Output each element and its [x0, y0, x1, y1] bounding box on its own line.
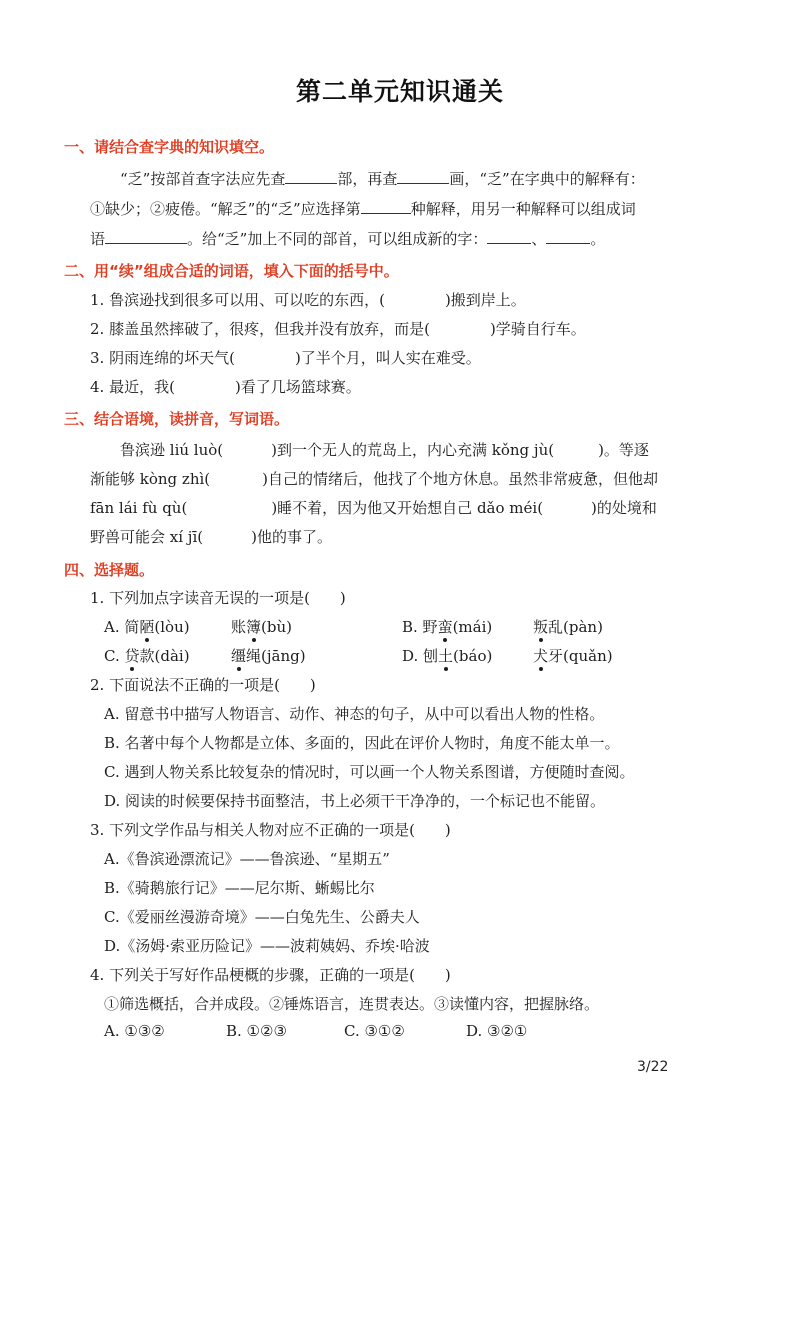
section-3-heading: 三、结合语境，读拼音，写词语。 [64, 410, 290, 428]
text: “乏”按部首查字法应先查 [120, 170, 286, 188]
s4-q1-option-a-2 [231, 616, 292, 637]
section-4-heading: 四、选择题。 [64, 561, 155, 579]
text: )到一个无人的荒岛上，内心充满 kǒng jù( [271, 441, 555, 459]
text: )学骑自行车。 [489, 320, 586, 338]
text: fān lái fù qù( [90, 499, 188, 517]
text: 账 [231, 618, 247, 636]
s4-q1-option-d-2 [533, 645, 613, 666]
text: 1. 鲁滨逊找到很多可以用、可以吃的东西，( [90, 291, 385, 309]
dotted-char: 犬 [533, 647, 549, 665]
text: 渐能够 kòng zhì( [90, 470, 211, 488]
s1-line-2 [90, 198, 636, 219]
fill-blank[interactable] [105, 229, 187, 244]
text: 种解释，用另一种解释可以组成词 [410, 200, 636, 218]
text: )睡不着，因为他又开始想自己 dǎo méi( [271, 499, 544, 517]
s3-line-1 [120, 439, 649, 460]
fill-blank[interactable] [397, 169, 449, 184]
s4-q4-option-c[interactable]: C. ③①② [344, 1022, 405, 1040]
s2-question-4 [90, 376, 361, 397]
text: 绳 [246, 647, 262, 665]
s4-q4-option-d[interactable]: D. ③②① [466, 1022, 528, 1040]
s1-line-3 [90, 228, 605, 249]
s4-q1-option-b[interactable] [402, 616, 492, 637]
s4-q2-stem: 2. 下面说法不正确的一项是( ) [90, 676, 316, 694]
s1-line-1 [120, 168, 645, 189]
s4-q4-stem: 4. 下列关于写好作品梗概的步骤，正确的一项是( ) [90, 966, 451, 984]
fill-blank[interactable] [546, 229, 590, 244]
text: )了半个月，叫人实在难受。 [294, 349, 481, 367]
text: 部，再查 [337, 170, 398, 188]
s3-line-3 [90, 497, 657, 518]
dotted-char: 叛 [533, 618, 549, 636]
fill-blank[interactable] [285, 169, 337, 184]
text: A. 简 [104, 618, 140, 636]
text: )的处境和 [591, 499, 657, 517]
text: )他的事了。 [251, 528, 332, 546]
text: 画，“乏”在字典中的解释有： [449, 170, 645, 188]
s4-q1-option-d[interactable] [402, 645, 492, 666]
dotted-char: 缰 [231, 647, 247, 665]
text: 。 [590, 230, 606, 248]
s4-q2-option-b[interactable]: B. 名著中每个人物都是立体、多面的，因此在评价人物时，角度不能太单一。 [104, 734, 620, 752]
text: 、 [531, 230, 547, 248]
text: )搬到岸上。 [444, 291, 526, 309]
text: C. [104, 647, 125, 665]
s2-question-2 [90, 318, 586, 339]
pinyin: (mái) [452, 618, 493, 636]
text: )。等逐 [598, 441, 649, 459]
text: B. 野 [402, 618, 438, 636]
text: 鲁滨逊 liú luò( [120, 441, 224, 459]
page-title: 第二单元知识通关 [295, 77, 504, 106]
text: )自己的情绪后，他找了个地方休息。虽然非常疲惫，但他却 [262, 470, 658, 488]
text: 牙 [548, 647, 564, 665]
pinyin: (báo) [453, 647, 493, 665]
s4-q4-option-b[interactable]: B. ①②③ [226, 1022, 287, 1040]
s2-question-1 [90, 289, 526, 310]
text: 3. 阴雨连绵的坏天气( [90, 349, 235, 367]
page-number: 3/22 [637, 1059, 669, 1075]
pinyin: (jāng) [261, 647, 306, 665]
dotted-char: 贷 [124, 647, 140, 665]
dotted-char: 蛮 [437, 618, 453, 636]
text: ①缺少；②疲倦。“解乏”的“乏”应选择第 [90, 200, 361, 218]
text: 乱 [548, 618, 564, 636]
s4-q1-option-a[interactable] [104, 616, 190, 637]
text: 款 [139, 647, 155, 665]
dotted-char: 簿 [246, 618, 262, 636]
s4-q3-stem: 3. 下列文学作品与相关人物对应不正确的一项是( ) [90, 821, 451, 839]
text: 语 [90, 230, 106, 248]
dotted-char: 土 [438, 647, 454, 665]
s4-q1-option-c-2 [231, 645, 306, 666]
fill-blank[interactable] [487, 229, 531, 244]
section-1-heading: 一、请结合查字典的知识填空。 [64, 138, 275, 156]
s3-line-2 [90, 468, 658, 489]
s4-q3-option-b[interactable]: B.《骑鹅旅行记》——尼尔斯、蜥蜴比尔 [104, 879, 375, 897]
text: )看了几场篮球赛。 [234, 378, 361, 396]
text: 。给“乏”加上不同的部首，可以组成新的字： [187, 230, 488, 248]
text: 野兽可能会 xí jī( [90, 528, 204, 546]
dotted-char: 陋 [139, 618, 155, 636]
s4-q3-option-d[interactable]: D.《汤姆·索亚历险记》——波莉姨妈、乔埃·哈波 [104, 937, 430, 955]
fill-blank[interactable] [361, 199, 411, 214]
s3-line-4 [90, 526, 332, 547]
pinyin: (quǎn) [563, 647, 613, 665]
s4-q4-steps: ①筛选概括，合并成段。②锤炼语言，连贯表达。③读懂内容，把握脉络。 [104, 995, 600, 1013]
pinyin: (dài) [154, 647, 190, 665]
s4-q3-option-c[interactable]: C.《爱丽丝漫游奇境》——白兔先生、公爵夫人 [104, 908, 420, 926]
s4-q1-stem: 1. 下列加点字读音无误的一项是( ) [90, 589, 346, 607]
s2-question-3 [90, 347, 481, 368]
pinyin: (lòu) [154, 618, 190, 636]
text: 2. 膝盖虽然摔破了，很疼，但我并没有放弃，而是( [90, 320, 430, 338]
s4-q2-option-c[interactable]: C. 遇到人物关系比较复杂的情况时，可以画一个人物关系图谱，方便随时查阅。 [104, 763, 635, 781]
text: D. 刨 [402, 647, 439, 665]
pinyin: (pàn) [563, 618, 603, 636]
s4-q2-option-d[interactable]: D. 阅读的时候要保持书面整洁，书上必须干干净净的，一个标记也不能留。 [104, 792, 606, 810]
s4-q3-option-a[interactable]: A.《鲁滨逊漂流记》——鲁滨逊、“星期五” [104, 850, 390, 868]
section-2-heading: 二、用“续”组成合适的词语，填入下面的括号中。 [64, 262, 399, 280]
s4-q2-option-a[interactable]: A. 留意书中描写人物语言、动作、神态的句子，从中可以看出人物的性格。 [104, 705, 605, 723]
s4-q4-option-a[interactable]: A. ①③② [104, 1022, 165, 1040]
s4-q1-option-c[interactable] [104, 645, 190, 666]
s4-q1-option-b-2 [533, 616, 603, 637]
pinyin: (bù) [261, 618, 292, 636]
text: 4. 最近，我( [90, 378, 175, 396]
